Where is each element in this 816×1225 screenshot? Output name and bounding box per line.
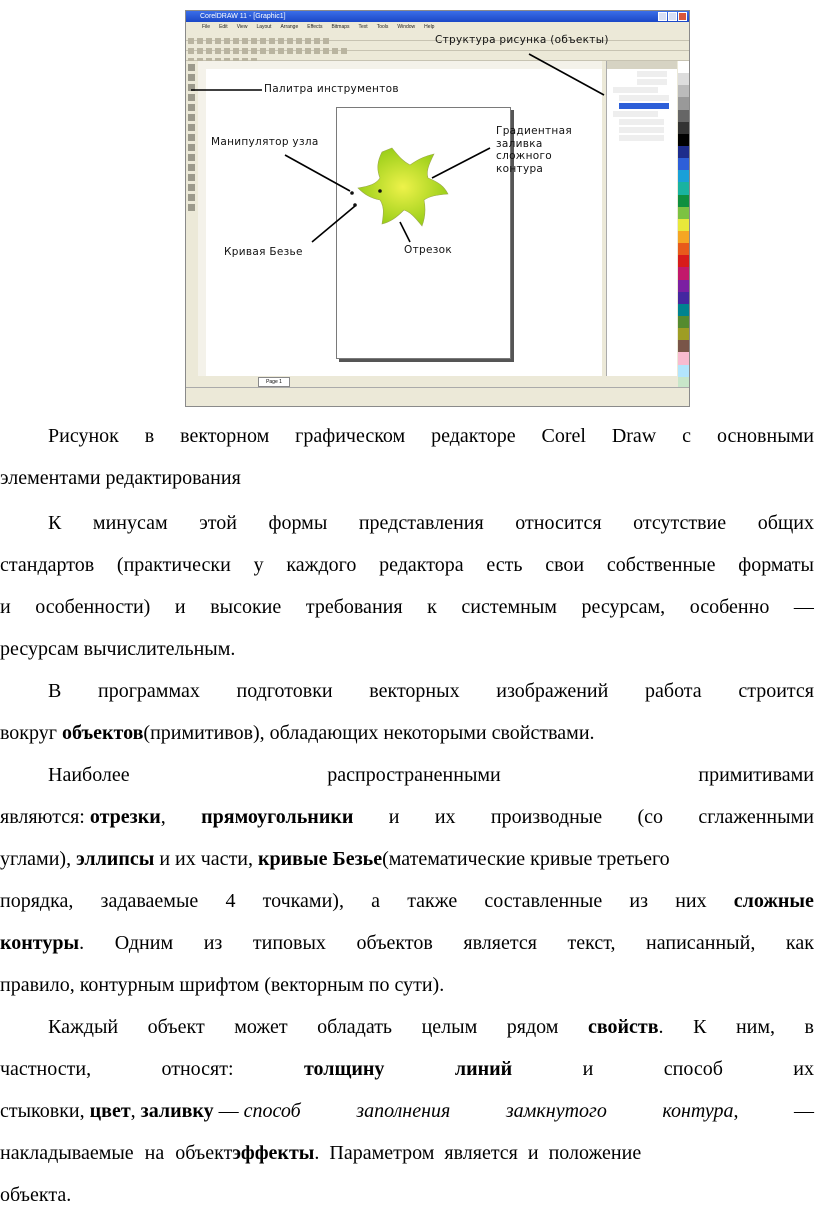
para4-line-3: стыковки, цвет, заливку — способ заполнения замкнутого контура, —: [0, 1100, 814, 1122]
annotation-overlay: [0, 0, 816, 420]
para1-line-1: К минусам этой формы представления относится отсутствие общих: [48, 512, 814, 534]
para4-line-1: Каждый объект может обладать целым рядом свойств. К ним, в: [48, 1016, 814, 1038]
gradient-star-shape: [358, 148, 448, 226]
para3-line-1: Наиболее распространенными примитивами: [48, 764, 814, 786]
para3-line-5: контуры. Одним из типовых объектов является текст, написанный, как: [0, 932, 814, 954]
label-node-handle: Манипулятор узла: [211, 136, 319, 148]
menu-item: Window: [397, 23, 416, 30]
para3-line-2: являются: отрезки, прямоугольники и их производные (со сглаженными: [0, 806, 814, 828]
menu-item: Text: [358, 23, 368, 30]
label-gradient-fill: Градиентная заливка сложного контура: [496, 125, 572, 175]
label-tool-palette: Палитра инструментов: [264, 83, 399, 95]
para2-line-1: В программах подготовки векторных изображений работа строится: [48, 680, 814, 702]
para1-line-3: и особенности) и высокие требования к системным ресурсам, особенно —: [0, 596, 814, 618]
label-structure: Структура рисунка (объекты): [435, 34, 609, 46]
para4-line-5: объекта.: [0, 1184, 72, 1206]
menu-item: Edit: [219, 23, 228, 30]
para2-line-2: вокруг объектов(примитивов), обладающих некоторыми свойствами.: [0, 722, 595, 744]
para4-line-2: частности, относят: толщину линий и способ их: [0, 1058, 814, 1080]
menu-item: Effects: [307, 23, 323, 30]
menu-item: Arrange: [280, 23, 299, 30]
window-titlebar: CorelDRAW 11 - [Graphic1]: [186, 11, 689, 22]
para1-line-2: стандартов (практически у каждого редактора есть свои собственные форматы: [0, 554, 814, 576]
para1-line-4: ресурсам вычислительным.: [0, 638, 236, 660]
para4-line-4: накладываемые на объект эффекты . Параметром является и положение: [0, 1142, 642, 1164]
page-tab: Page 1: [258, 377, 290, 387]
caption-line-2: элементами редактирования: [0, 467, 241, 489]
label-segment: Отрезок: [404, 244, 452, 256]
label-bezier-curve: Кривая Безье: [224, 246, 303, 258]
menu-item: Bitmaps: [331, 23, 350, 30]
menu-item: Layout: [256, 23, 272, 30]
menu-item: View: [236, 23, 248, 30]
menu-item: Tools: [376, 23, 389, 30]
menu-item: File: [202, 23, 211, 30]
para3-line-3: углами), эллипсы и их части, кривые Безье(математические кривые третьего: [0, 848, 670, 870]
para3-line-6: правило, контурным шрифтом (векторным по сути).: [0, 974, 445, 996]
para3-line-4: порядка, задаваемые 4 точками), а также составленные из них сложные: [0, 890, 814, 912]
menu-item: Help: [424, 23, 435, 30]
caption-line-1: Рисунок в векторном графическом редакторе Corel Draw с основными: [48, 425, 814, 447]
